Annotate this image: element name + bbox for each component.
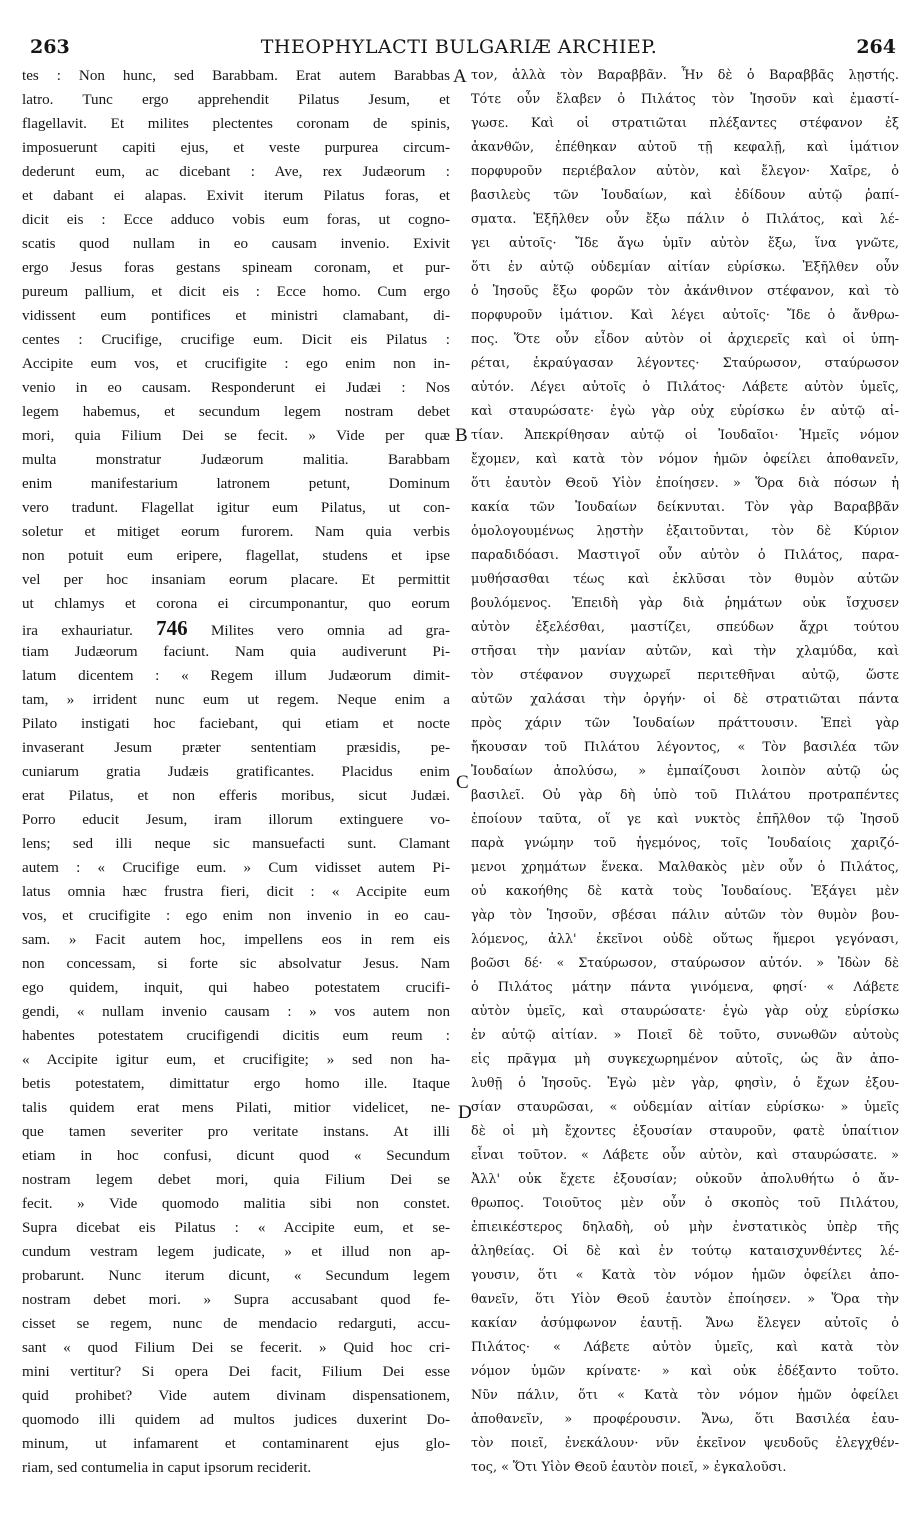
text-line: riam, sed contumelia in caput ipsorum reciderit.: [22, 1460, 312, 1476]
text-line: θρωπος. Τοιοῦτος μὲν οὖν ὁ σκοπὸς τοῦ Πιλάτου,: [471, 1196, 899, 1211]
text-line: ἀκανθῶν, ἐπέθηκαν αὐτοῦ τῇ κεφαλῇ, καὶ ἱμάτιον: [471, 140, 899, 155]
text-line: imposuerunt capiti ejus, et veste purpurea circum-: [22, 140, 450, 156]
text-line: ἀποθανεῖν, » προφέρουσιν. Ἄνω, ὅτι Βασιλέα ἑαυ-: [471, 1412, 899, 1427]
text-line: vero tradunt. Flagellat igitur eum Pilatus, ut con-: [22, 500, 450, 516]
text-line: τος, « Ὅτι Υἱὸν Θεοῦ ἑαυτὸν ποιεῖ, » ἐγκαλοῦσι.: [471, 1460, 787, 1475]
text-line: δὲ οἱ μὴ ἔχοντες ἐξουσίαν σταυροῦν, φατὲ ὑπαίτιον: [471, 1124, 899, 1139]
text-line: παρὰ γνώμην τοῦ ἡγεμόνος, τοῖς Ἰουδαίοις χαριζό-: [471, 836, 899, 851]
text-line: minum, ut infamarent et contaminarent ejus glo-: [22, 1436, 450, 1452]
text-line: τὸν ποιεῖ, ἐνεκάλουν· νῦν ἐκεῖνον ψευδοῦς ἐλεγχθέν-: [471, 1436, 899, 1451]
text-line: vidissent eum pontifices et ministri clamabant, di-: [22, 308, 450, 324]
text-line: sam. » Facit autem hoc, impellens eos in rem eis: [22, 932, 450, 948]
text-line: μενοι χρημάτων ἕνεκα. Μαλθακὸς μὲν οὖν ὁ Πιλάτος,: [471, 860, 899, 875]
text-line: στῆσαι τὴν μανίαν αὐτῶν, καὶ τὴν χλαμύδα, καὶ: [471, 644, 899, 659]
text-line: probarunt. Nunc iterum dicunt, « Secundum legem: [22, 1268, 450, 1284]
text-line: Τότε οὖν ἔλαβεν ὁ Πιλάτος τὸν Ἰησοῦν καὶ ἐμαστί-: [471, 92, 899, 107]
text-line: βοῶσι δέ· « Σταύρωσον, σταύρωσον αὐτόν. » Ἰδὼν δὲ: [471, 956, 899, 971]
text-line: dederunt eum, ac dicebant : Ave, rex Judæorum :: [22, 164, 450, 180]
text-line: tam, » irrident nunc eum ut regem. Neque enim a: [22, 692, 450, 708]
text-fragment: Milites vero omnia ad gra-: [210, 623, 450, 639]
text-line: betis potestatem, dimittatur ergo homo ille. Itaque: [22, 1076, 450, 1092]
text-line: Porro educit Jesum, iram illorum extinguere vo-: [22, 812, 450, 828]
text-line: lens; sed illi neque sic mansuefacti sunt. Clamant: [22, 836, 450, 852]
text-line: gendi, « nullam invenio causam : » vos autem non: [22, 1004, 450, 1020]
text-line: σματα. Ἐξῆλθεν οὖν ἔξω πάλιν ὁ Πιλάτος, καὶ λέ-: [471, 212, 899, 227]
text-line: αὐτὸν ὑμεῖς, καὶ σταυρώσατε· ἐγὼ γὰρ οὐχ εὑρίσκω: [471, 1004, 899, 1019]
text-line: τίαν. Ἀπεκρίθησαν αὐτῷ οἱ Ἰουδαῖοι· Ἡμεῖς νόμον: [471, 428, 899, 443]
text-line: nostram legem debet mori, quia Filium Dei se: [22, 1172, 450, 1188]
text-line: κακία τῶν Ἰουδαίων δείκνυται. Τὸν γὰρ Βαραββᾶν: [471, 500, 899, 515]
text-line: [22, 616, 450, 640]
text-line: πρὸς χάριν τῶν Ἰουδαίων πράττουσιν. Ἐπεὶ γὰρ: [471, 716, 899, 731]
text-line: ἐν αὐτῷ αἰτίαν. » Ποιεῖ δὲ τοῦτο, συνωθῶν αὐτοὺς: [471, 1028, 899, 1043]
text-line: non potuit eum eripere, flagellat, studens et ipse: [22, 548, 450, 564]
text-line: Supra dicebat eis Pilatus : « Accipite eum, et se-: [22, 1220, 450, 1236]
text-line: mori, quia Filium Dei se fecit. » Vide per quæ: [22, 428, 450, 444]
text-line: tiam Judæorum faciunt. Nam quia audiverunt Pi-: [22, 644, 450, 660]
text-line: πορφυροῦν περιέβαλον αὐτὸν, καὶ ἔλεγον· Χαῖρε, ὁ: [471, 164, 899, 179]
text-line: ergo Jesus foras gestans spineam coronam, et pur-: [22, 260, 450, 276]
text-line: quid prohibet? Vide autem divinam dispensationem,: [22, 1388, 450, 1404]
margin-letter-b: B: [455, 425, 468, 446]
text-line: vel per hoc insaniam eorum placare. Et permittit: [22, 572, 450, 588]
text-line: παραδιδόασι. Μαστιγοῖ οὖν αὐτὸν ὁ Πιλάτος, παρα-: [471, 548, 899, 563]
text-line: τον, ἀλλὰ τὸν Βαραββᾶν. Ἦν δὲ ὁ Βαραββᾶς λῃστής.: [471, 68, 899, 83]
text-line: ἐποίουν ταῦτα, οἵ γε καὶ νυκτὸς ἐπῆλθον τῷ Ἰησοῦ: [471, 812, 899, 827]
text-line: invaserant Jesum præter sententiam præsidis, pe-: [22, 740, 450, 756]
text-line: vos, et crucifigite : ego enim non invenio in eo cau-: [22, 908, 450, 924]
text-line: γουσιν, ὅτι « Κατὰ τὸν νόμον ἡμῶν ὀφείλει ἀπο-: [471, 1268, 899, 1283]
text-line: autem : « Crucifige eum. » Cum vidisset autem Pi-: [22, 860, 450, 876]
text-line: ut chlamys et corona ei circumponantur, quo eorum: [22, 596, 450, 612]
text-line: latro. Tunc ergo apprehendit Pilatus Jesum, et: [22, 92, 450, 108]
text-line: νόμον ὑμῶν κρίνατε· » καὶ οὐκ ἐδέξαντο τοῦτο.: [471, 1364, 899, 1379]
text-line: εἶναι τοῦτον. « Λάβετε οὖν αὐτὸν, καὶ σταυρώσατε. »: [471, 1148, 899, 1163]
text-line: « Accipite igitur eum, et crucifigite; » sed non ha-: [22, 1052, 450, 1068]
text-line: etiam in hoc confusi, dicunt quod « Secundum: [22, 1148, 450, 1164]
text-line: tes : Non hunc, sed Barabbam. Erat autem Barabbas: [22, 68, 450, 84]
text-line: flagellavit. Et milites plectentes coronam de spinis,: [22, 116, 450, 132]
text-line: αὐτόν. Λέγει αὐτοῖς ὁ Πιλάτος· Λάβετε αὐτὸν ὑμεῖς,: [471, 380, 899, 395]
margin-letter-a: A: [453, 66, 467, 87]
text-line: λυθῇ ὁ Ἰησοῦς. Ἐγὼ μὲν γὰρ, φησὶν, ὁ ἔχων ἐξου-: [471, 1076, 899, 1091]
text-line: latus omnia hæc frustra fieri, dicit : « Accipite eum: [22, 884, 450, 900]
text-line: erat Pilatus, et non efferis moribus, sicut Judæi.: [22, 788, 450, 804]
text-line: cisset se regem, nunc de mendacio redarguti, accu-: [22, 1316, 450, 1332]
text-line: κακίαν ἀσύμφωνον ἑαυτῇ. Ἄνω ἔλεγεν αὐτοῖς ὁ: [471, 1316, 899, 1331]
text-line: καὶ σταυρώσατε· ἐγὼ γὰρ οὐχ εὑρίσκω ἐν αὐτῷ αἰ-: [471, 404, 899, 419]
text-line: habentes potestatem crucifigendi dicitis eum reum :: [22, 1028, 450, 1044]
text-line: γωσε. Καὶ οἱ στρατιῶται πλέξαντες στέφανον ἐξ: [471, 116, 899, 131]
text-line: cuniarum gratia Judæis gratificantes. Placidus enim: [22, 764, 450, 780]
text-line: sant « quod Filium Dei se fecerit. » Quid hoc cri-: [22, 1340, 450, 1356]
text-line: Ἰουδαίων ἀπολύσω, » ἐμπαίζουσι λοιπὸν αὐτῷ ὡς: [471, 764, 899, 779]
text-line: Πιλάτος· « Λάβετε αὐτὸν ὑμεῖς, καὶ κατὰ τὸν: [471, 1340, 899, 1355]
text-fragment: ira exhauriatur.: [22, 623, 133, 639]
text-line: et dabant ei alapas. Exivit iterum Pilatus foras, et: [22, 188, 450, 204]
text-line: ὁ Πιλάτος μάτην πάντα γινόμενα, φησί· « Λάβετε: [471, 980, 899, 995]
text-line: ὅτι ἑαυτὸν Θεοῦ Υἱὸν ἐποίησεν. » Ὅρα διὰ πόσων ἡ: [471, 476, 899, 491]
text-line: ego quidem, inquit, qui habeo potestatem crucifi-: [22, 980, 450, 996]
text-line: quomodo illi quidem ad multos judices duxerint Do-: [22, 1412, 450, 1428]
text-line: ἔχομεν, καὶ κατὰ τὸν νόμον ἡμῶν ὀφείλει ἀποθανεῖν,: [471, 452, 899, 467]
text-line: μυθήσασθαι τέως καὶ ἐκλῦσαι τὸν θυμὸν αὐτῶν: [471, 572, 899, 587]
text-line: τὸν στέφανον συγχωρεῖ περιτεθῆναι αὐτῷ, ὥστε: [471, 668, 899, 683]
text-line: ἤκουσαν τοῦ Πιλάτου λέγοντος, « Τὸν βασιλέα τῶν: [471, 740, 899, 755]
text-line: Ἀλλ' οὐκ ἔχετε ἐξουσίαν; οὐκοῦν ἀπολυθήτω ὁ ἄν-: [471, 1172, 899, 1187]
text-line: enim manifestarium latronem petunt, Dominum: [22, 476, 450, 492]
text-line: γὰρ τὸν Ἰησοῦν, σβέσαι πάλιν αὐτῶν τὸν θυμὸν βου-: [471, 908, 899, 923]
text-line: βασιλεῖ. Οὐ γὰρ δὴ ὑπὸ τοῦ Πιλάτου προτραπέντες: [471, 788, 899, 803]
text-line: Νῦν πάλιν, ὅτι « Κατὰ τὸν νόμον ἡμῶν ὀφείλει: [471, 1388, 899, 1403]
text-line: αὐτὸν ἐξελέσθαι, μαστίζει, σπεύδων ἄχρι τούτου: [471, 620, 899, 635]
text-line: γει αὐτοῖς· Ἴδε ἄγω ὑμῖν αὐτὸν ἔξω, ἵνα γνῶτε,: [471, 236, 899, 251]
latin-column: [22, 64, 450, 1520]
text-line: αὐτῶν χαλάσαι τὴν ὀργήν· οἱ δὲ στρατιῶται πάντα: [471, 692, 899, 707]
text-line: οὐ κακοήθης δὲ κατὰ τοὺς Ἰουδαίους. Ἐξάγει μὲν: [471, 884, 899, 899]
running-title: THEOPHYLACTI BULGARIÆ ARCHIEP.: [260, 36, 658, 58]
text-line: fecit. » Vide quomodo malitia sibi non constet.: [22, 1196, 450, 1212]
text-line: non concessam, si forte sic absolvatur Jesus. Nam: [22, 956, 450, 972]
text-line: talis quidem erat mens Pilati, mitior videlicet, ne-: [22, 1100, 450, 1116]
text-line: dicit eis : Ecce adduco vobis eum foras, ut cogno-: [22, 212, 450, 228]
text-line: legem habemus, et secundum legem nostram debet: [22, 404, 450, 420]
text-line: ἀληθείας. Οἱ δὲ καὶ ἐν τούτῳ καταισχυνθέντες λέ-: [471, 1244, 899, 1259]
margin-letter-d: D: [458, 1102, 472, 1123]
text-line: cundum vestram legem judicate, » et illud non ap-: [22, 1244, 450, 1260]
text-line: ὁ Ἰησοῦς ἔξω φορῶν τὸν ἀκάνθινον στέφανον, καὶ τὸ: [471, 284, 899, 299]
text-line: Accipite eum vos, et crucifigite : ego enim non in-: [22, 356, 450, 372]
text-line: βουλόμενος. Ἐπειδὴ γὰρ διὰ ῥημάτων οὐκ ἴσχυσεν: [471, 596, 899, 611]
text-line: ἐπιεικέστερος δηλαδὴ, οὐ μὴν ἐνστατικὸς ὑπὲρ τῆς: [471, 1220, 899, 1235]
page-number-right: 264: [856, 36, 896, 58]
page-number-left: 263: [30, 36, 70, 58]
text-line: ὁμολογουμένως λῃστὴν ἐξαιτοῦνται, τὸν δὲ Κύριον: [471, 524, 899, 539]
column-number: 746: [156, 616, 188, 640]
text-line: que tamen severiter pro veritate instans. At illi: [22, 1124, 450, 1140]
text-line: βασιλεὺς τῶν Ἰουδαίων, καὶ ἐδίδουν αὐτῷ ῥαπί-: [471, 188, 899, 203]
text-line: ὅτι ἐν αὐτῷ οὐδεμίαν αἰτίαν εὑρίσκω. Ἐξῆλθεν οὖν: [471, 260, 899, 275]
text-line: soletur et mitiget eorum furorem. Nam quia verbis: [22, 524, 450, 540]
text-line: εἰς πρᾶγμα μὴ συγκεχωρημένον αὐτοῖς, ὡς ἂν ἀπο-: [471, 1052, 899, 1067]
text-line: scatis quod nullam in eo causam invenio. Exivit: [22, 236, 450, 252]
text-line: πος. Ὅτε οὖν εἶδον αὐτὸν οἱ ἀρχιερεῖς καὶ οἱ ὑπη-: [471, 332, 899, 347]
page-header: [22, 36, 896, 62]
text-line: θανεῖν, ὅτι Υἱὸν Θεοῦ ἑαυτὸν ἐποίησεν. » Ὅρα τὴν: [471, 1292, 899, 1307]
text-line: pureum pallium, et dicit eis : Ecce homo. Cum ergo: [22, 284, 450, 300]
margin-letter-c: C: [456, 772, 469, 793]
text-line: nostram debet mori. » Supra accusabant quod fe-: [22, 1292, 450, 1308]
text-line: multa monstratur Judæorum malitia. Barabbam: [22, 452, 450, 468]
text-line: Pilato instigati hoc faciebant, qui etiam et nocte: [22, 716, 450, 732]
text-line: mini vertitur? Si opera Dei facit, Filium Dei esse: [22, 1364, 450, 1380]
text-line: λόμενος, ἀλλ' ἐκεῖνοι οὐδὲ οὕτως ἥμεροι γεγόνασι,: [471, 932, 899, 947]
text-line: πορφυροῦν ἱμάτιον. Καὶ λέγει αὐτοῖς· Ἴδε ὁ ἄνθρω-: [471, 308, 899, 323]
text-line: centes : Crucifige, crucifige eum. Dicit eis Pilatus :: [22, 332, 450, 348]
text-line: latum dicentem : « Regem illum Judæorum dimit-: [22, 668, 450, 684]
greek-column: [471, 64, 899, 1520]
text-line: σίαν σταυρῶσαι, « οὐδεμίαν αἰτίαν εὑρίσκω· » ὑμεῖς: [471, 1100, 899, 1115]
text-line: ρέται, ἐκραύγασαν λέγοντες· Σταύρωσον, σταύρωσον: [471, 356, 899, 371]
text-line: venio in eo causam. Responderunt ei Judæi : Nos: [22, 380, 450, 396]
